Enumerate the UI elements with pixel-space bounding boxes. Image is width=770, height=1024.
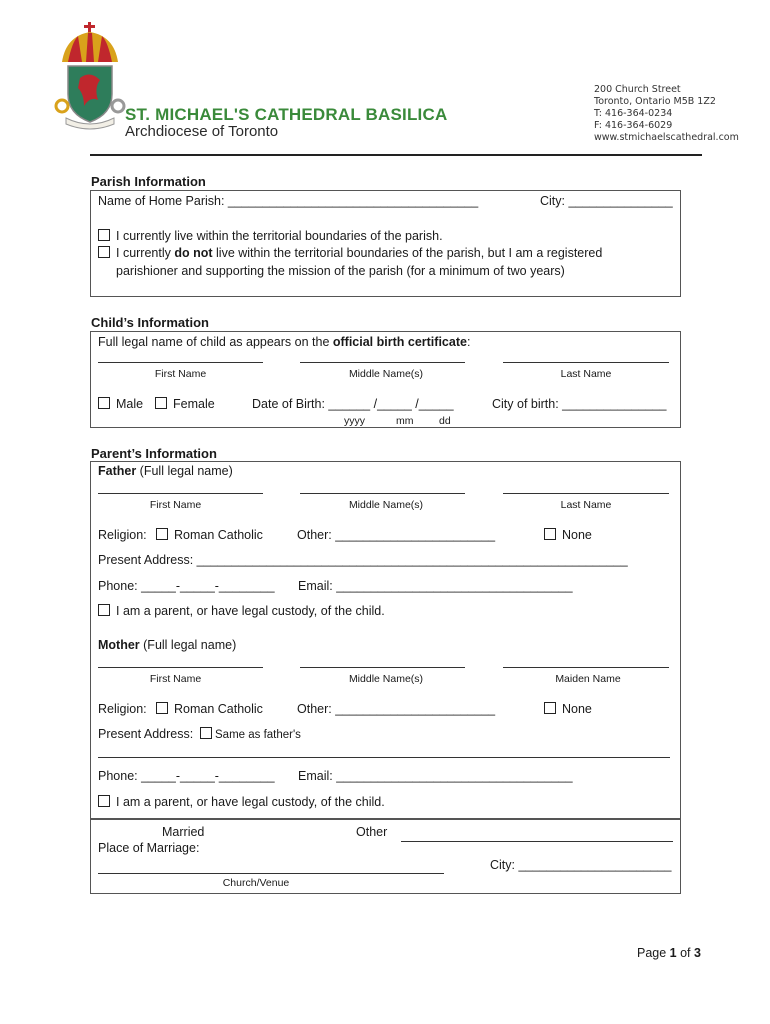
mother-roman-catholic-option[interactable] — [156, 702, 263, 716]
child-name-instructions — [98, 335, 470, 349]
father-middle-name-caption: Middle Name(s) — [348, 499, 424, 511]
crest-icon — [54, 22, 126, 132]
father-custody-option[interactable] — [98, 604, 385, 618]
sex-female-option[interactable] — [155, 397, 215, 411]
father-email-field[interactable]: Email: __________________________________ — [298, 579, 573, 593]
father-custody-label: I am a parent, or have legal custody, of the child. — [116, 604, 385, 618]
page-pre: Page — [637, 946, 670, 960]
address-website[interactable]: www.stmichaelscathedral.com — [594, 132, 739, 143]
mother-middle-name-caption: Middle Name(s) — [348, 673, 424, 685]
address-city: Toronto, Ontario M5B 1Z2 — [594, 96, 716, 107]
father-first-name-caption: First Name — [149, 499, 202, 511]
mother-label-rest: (Full legal name) — [139, 638, 237, 652]
mother-custody-option[interactable] — [98, 795, 385, 809]
header-divider — [90, 154, 702, 156]
checkbox[interactable] — [98, 246, 110, 258]
child-last-name-line[interactable] — [503, 362, 669, 363]
mother-religion-none-option[interactable] — [544, 702, 592, 716]
page-number — [637, 946, 701, 960]
father-address-field[interactable]: Present Address: ______________________________________________________________ — [98, 553, 628, 567]
father-last-name-caption: Last Name — [560, 499, 612, 511]
address-fax: F: 416-364-6029 — [594, 120, 673, 131]
child-middle-name-line[interactable] — [300, 362, 465, 363]
male-label: Male — [116, 397, 144, 411]
same-as-father-label: Same as father's — [215, 729, 301, 741]
father-heading — [98, 464, 233, 478]
mother-address-label: Present Address: — [98, 727, 194, 741]
org-subtitle: Archdiocese of Toronto — [125, 123, 279, 140]
father-label: Father — [98, 464, 137, 478]
child-middle-name-caption: Middle Name(s) — [348, 368, 424, 380]
father-roman-catholic-option[interactable] — [156, 528, 263, 542]
female-label: Female — [173, 397, 215, 411]
checkbox[interactable] — [156, 528, 168, 540]
mother-address-line[interactable] — [98, 757, 670, 758]
marriage-other-option[interactable]: Other — [356, 825, 388, 839]
option-not-within-pre: I currently — [116, 246, 175, 260]
child-first-name-line[interactable] — [98, 362, 263, 363]
parish-section-title: Parish Information — [91, 174, 206, 189]
father-last-name-line[interactable] — [503, 493, 669, 494]
org-title: ST. MICHAEL'S CATHEDRAL BASILICA — [125, 105, 448, 124]
child-first-name-caption: First Name — [154, 368, 207, 380]
sex-male-option[interactable] — [98, 397, 143, 411]
mother-custody-label: I am a parent, or have legal custody, of the child. — [116, 795, 385, 809]
parish-option-not-within[interactable] — [98, 246, 602, 260]
dob-mm-caption: mm — [396, 415, 414, 427]
married-option[interactable]: Married — [162, 825, 205, 839]
name-instr-bold: official birth certificate — [332, 335, 467, 349]
father-religion-other-field[interactable]: Other: _______________________ — [297, 528, 496, 542]
option-within-label: I currently live within the territorial boundaries of the parish. — [116, 229, 443, 243]
mother-heading — [98, 638, 236, 652]
cathedral-crest-logo — [54, 22, 126, 132]
checkbox[interactable] — [200, 727, 212, 739]
checkbox[interactable] — [98, 229, 110, 241]
father-first-name-line[interactable] — [98, 493, 263, 494]
option-not-within-post: live within the territorial boundaries of the parish, but I am a registered — [212, 246, 603, 260]
date-of-birth-field[interactable]: Date of Birth: ______ /_____ /_____ — [252, 397, 454, 411]
name-instr-post: : — [466, 335, 471, 349]
none-label: None — [562, 702, 592, 716]
mother-phone-field[interactable]: Phone: _____-_____-________ — [98, 769, 275, 783]
mother-middle-name-line[interactable] — [300, 667, 465, 668]
mother-religion-other-field[interactable]: Other: _______________________ — [297, 702, 496, 716]
roman-catholic-label: Roman Catholic — [174, 702, 263, 716]
mother-first-name-line[interactable] — [98, 667, 263, 668]
address-phone: T: 416-364-0234 — [594, 108, 673, 119]
option-not-within-bold: do not — [174, 246, 213, 260]
checkbox[interactable] — [155, 397, 167, 409]
address-street: 200 Church Street — [594, 84, 681, 95]
place-of-marriage-line[interactable] — [98, 873, 444, 874]
checkbox[interactable] — [98, 795, 110, 807]
option-not-within-line2: parishioner and supporting the mission of the parish (for a minimum of two years) — [116, 264, 565, 278]
none-label: None — [562, 528, 592, 542]
parish-city-field[interactable]: City: _______________ — [540, 194, 673, 208]
mother-maiden-name-caption: Maiden Name — [555, 673, 621, 685]
mother-first-name-caption: First Name — [149, 673, 202, 685]
mother-last-name-line[interactable] — [503, 667, 669, 668]
mother-religion-label: Religion: — [98, 702, 147, 716]
roman-catholic-label: Roman Catholic — [174, 528, 263, 542]
page-mid: of — [676, 946, 694, 960]
father-middle-name-line[interactable] — [300, 493, 465, 494]
dob-yyyy-caption: yyyy — [344, 415, 365, 427]
father-phone-field[interactable]: Phone: _____-_____-________ — [98, 579, 275, 593]
child-section-title: Child’s Information — [91, 315, 209, 330]
checkbox[interactable] — [544, 702, 556, 714]
checkbox[interactable] — [156, 702, 168, 714]
father-religion-none-option[interactable] — [544, 528, 592, 542]
same-as-father-option[interactable] — [200, 727, 301, 741]
father-religion-label: Religion: — [98, 528, 147, 542]
address-block — [594, 84, 739, 144]
marriage-city-field[interactable]: City: ______________________ — [490, 858, 672, 872]
church-venue-caption: Church/Venue — [222, 877, 290, 889]
page-total: 3 — [694, 946, 701, 960]
city-of-birth-field[interactable]: City of birth: _______________ — [492, 397, 667, 411]
home-parish-field[interactable]: Name of Home Parish: ____________________________________ — [98, 194, 479, 208]
checkbox[interactable] — [98, 397, 110, 409]
mother-email-field[interactable]: Email: __________________________________ — [298, 769, 573, 783]
place-of-marriage-label: Place of Marriage: — [98, 841, 200, 855]
marriage-other-line[interactable] — [401, 841, 673, 842]
child-last-name-caption: Last Name — [560, 368, 612, 380]
page-current: 1 — [669, 946, 677, 960]
dob-dd-caption: dd — [439, 415, 451, 427]
father-label-rest: (Full legal name) — [136, 464, 233, 478]
parents-section-title: Parent’s Information — [91, 446, 217, 461]
mother-label: Mother — [98, 638, 140, 652]
checkbox[interactable] — [544, 528, 556, 540]
parish-option-within[interactable] — [98, 229, 443, 243]
name-instr-pre: Full legal name of child as appears on the — [98, 335, 333, 349]
checkbox[interactable] — [98, 604, 110, 616]
